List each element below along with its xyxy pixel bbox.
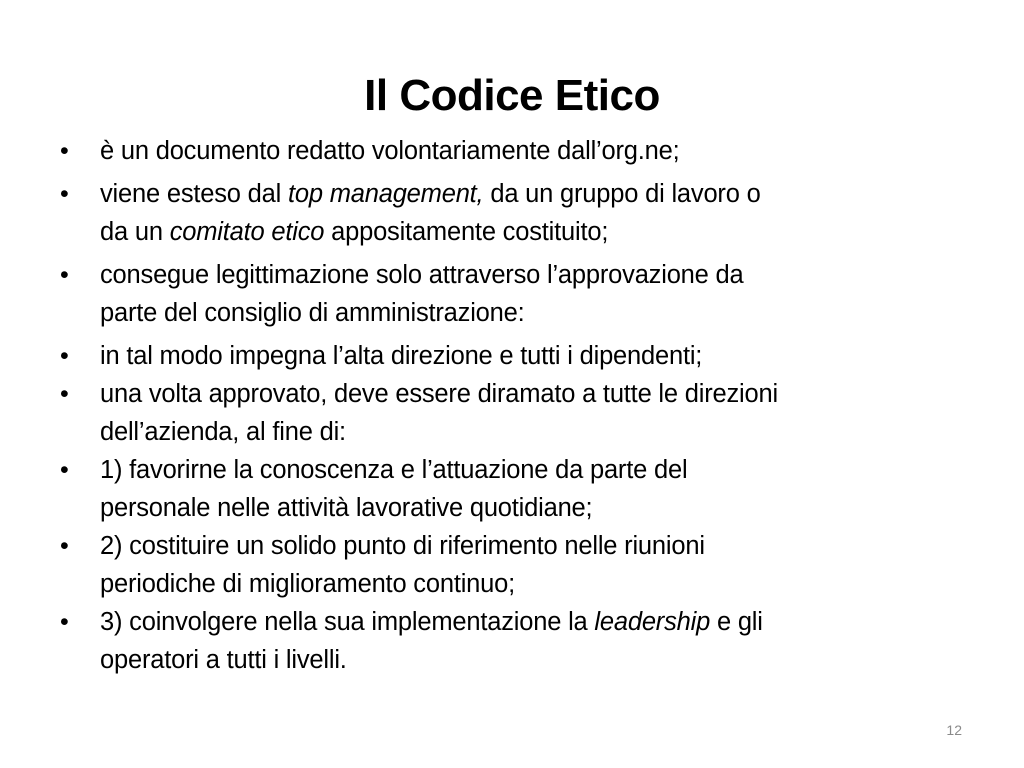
bullet-list (56, 132, 961, 679)
bullet-line (100, 603, 961, 641)
bullet-text-italic: top management, (287, 180, 484, 208)
bullet-line (100, 175, 961, 213)
bullet-line (100, 565, 961, 603)
bullet-line (100, 451, 961, 489)
bullet-line (100, 527, 961, 565)
bullet-dot-icon: • (60, 180, 69, 208)
bullet-text: da un gruppo di lavoro o (483, 180, 761, 208)
bullet-text: e gli (710, 608, 763, 636)
bullet-item (56, 337, 961, 375)
bullet-item (56, 132, 961, 170)
bullet-line (100, 337, 961, 375)
bullet-item (56, 175, 961, 251)
bullet-text-italic: comitato etico (169, 218, 325, 246)
page-number: 12 (946, 722, 962, 738)
bullet-text: 2) costituire un solido punto di riferimento nelle riunioni (100, 532, 705, 560)
bullet-line (100, 413, 961, 451)
bullet-text: periodiche di miglioramento continuo; (100, 570, 516, 598)
bullet-dot-icon: • (60, 261, 69, 289)
bullet-line (100, 375, 961, 413)
bullet-text: consegue legittimazione solo attraverso l’approvazione da (100, 261, 744, 289)
bullet-text: viene esteso dal (100, 180, 288, 208)
bullet-dot-icon: • (60, 342, 69, 370)
bullet-item (56, 375, 961, 451)
bullet-item (56, 256, 961, 332)
bullet-text: è un documento redatto volontariamente dall’org.ne; (100, 137, 680, 165)
bullet-text: personale nelle attività lavorative quotidiane; (100, 494, 593, 522)
bullet-line (100, 294, 961, 332)
bullet-dot-icon: • (60, 456, 69, 484)
slide-title: Il Codice Etico (364, 71, 660, 120)
bullet-text: 3) coinvolgere nella sua implementazione la (100, 608, 595, 636)
bullet-line (100, 213, 961, 251)
bullet-dot-icon: • (60, 608, 69, 636)
bullet-item (56, 451, 961, 527)
bullet-text: appositamente costituito; (324, 218, 609, 246)
bullet-item (56, 527, 961, 603)
bullet-text: dell’azienda, al fine di: (100, 418, 346, 446)
bullet-item (56, 603, 961, 679)
bullet-text: una volta approvato, deve essere diramato a tutte le direzioni (100, 380, 778, 408)
bullet-line (100, 641, 961, 679)
bullet-text: in tal modo impegna l’alta direzione e tutti i dipendenti; (100, 342, 703, 370)
bullet-line (100, 132, 961, 170)
bullet-dot-icon: • (60, 380, 69, 408)
bullet-text-italic: leadership (594, 608, 711, 636)
bullet-text: parte del consiglio di amministrazione: (100, 299, 525, 327)
bullet-text: operatori a tutti i livelli. (100, 646, 347, 674)
bullet-line (100, 489, 961, 527)
bullet-line (100, 256, 961, 294)
bullet-dot-icon: • (60, 137, 69, 165)
bullet-dot-icon: • (60, 532, 69, 560)
bullet-text: 1) favorirne la conoscenza e l’attuazione da parte del (100, 456, 688, 484)
bullet-text: da un (100, 218, 170, 246)
